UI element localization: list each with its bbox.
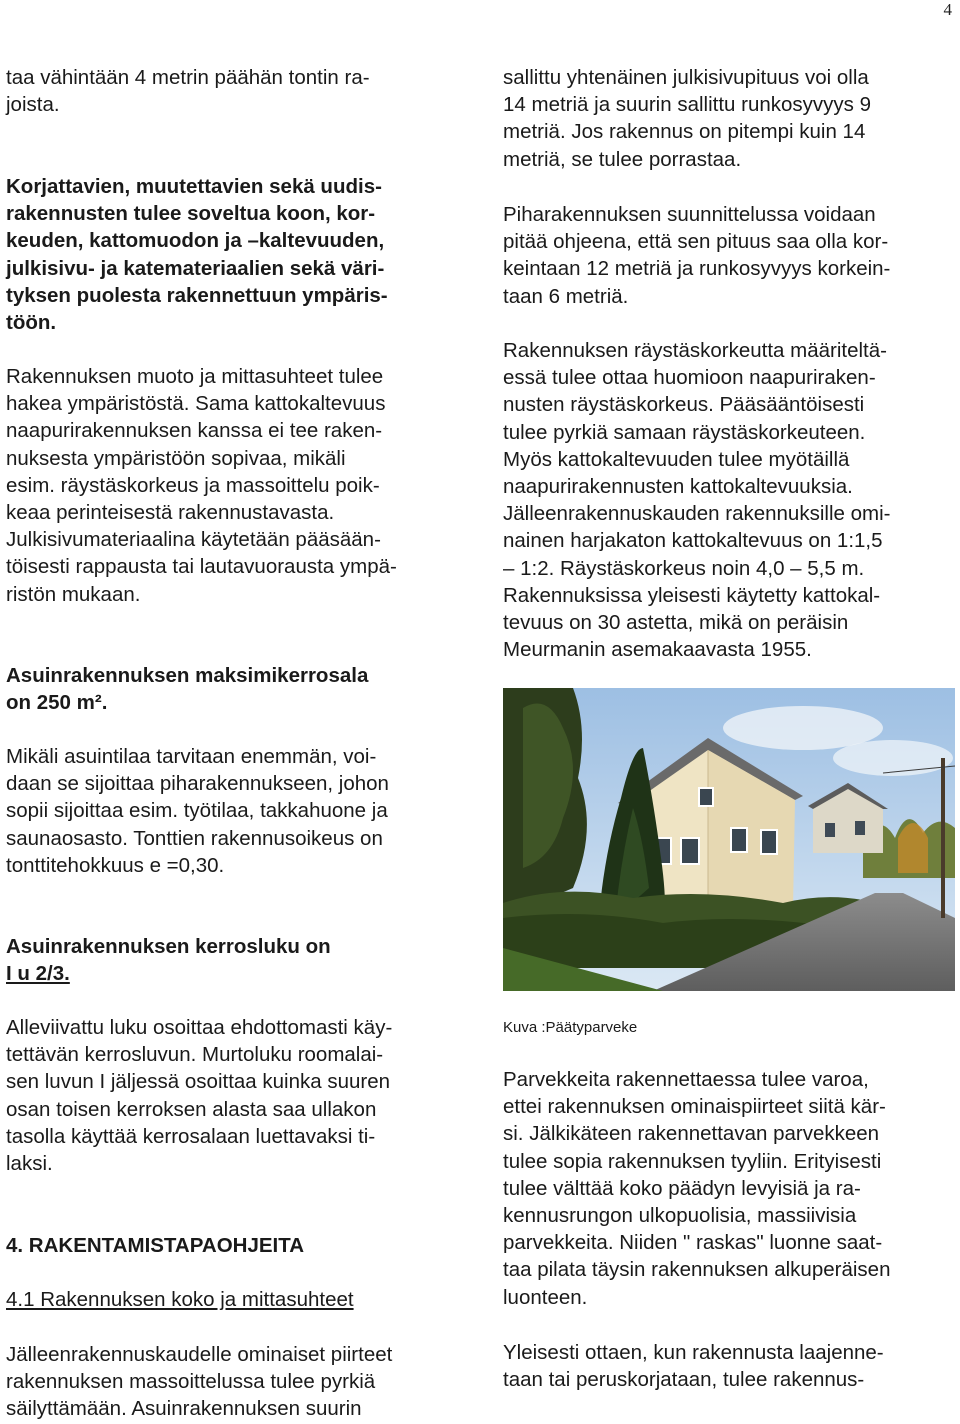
text-line: keintaan 12 metriä ja runkosyvyys korkein- bbox=[503, 257, 891, 281]
text-line: metriä, se tulee porrastaa. bbox=[503, 147, 742, 171]
text-line: ettei rakennuksen ominaispiirteet siitä kär- bbox=[503, 1095, 886, 1119]
text-line: taa vähintään 4 metrin päähän tontin ra- bbox=[6, 66, 370, 89]
text-line: I u 2/3. bbox=[6, 962, 70, 986]
paragraph-max-floor-area bbox=[6, 662, 468, 716]
street-houses-photo bbox=[503, 688, 955, 991]
text-line: osan toisen kerroksen alasta saa ullakon bbox=[6, 1097, 377, 1121]
text-line: daan se sijoittaa piharakennukseen, johon bbox=[6, 772, 389, 796]
text-line: Yleisesti ottaen, kun rakennusta laajenne- bbox=[503, 1341, 884, 1364]
text-line: Piharakennuksen suunnittelussa voidaan bbox=[503, 203, 876, 226]
paragraph-underlined-number bbox=[6, 1014, 468, 1177]
page-number: 4 bbox=[943, 0, 952, 19]
text-line: metriä. Jos rakennus on pitempi kuin 14 bbox=[503, 120, 866, 144]
text-line: tettävän kerrosluvun. Murtoluku roomalai- bbox=[6, 1043, 384, 1067]
text-line: hakea ympäristöstä. Sama kattokaltevuus bbox=[6, 392, 386, 416]
text-line: töisesti rappausta tai lautavuorausta ympä- bbox=[6, 555, 397, 579]
text-line: Rakennuksen muoto ja mittasuhteet tulee bbox=[6, 365, 384, 388]
text-line: sallittu yhtenäinen julkisivupituus voi olla bbox=[503, 66, 869, 89]
paragraph-balconies bbox=[503, 1066, 955, 1311]
text-line: Rakennuksissa yleisesti käytetty kattokal- bbox=[503, 583, 881, 607]
text-line: nuksesta ympäristöön sopivaa, mikäli bbox=[6, 446, 346, 470]
text-line: luonteen. bbox=[503, 1285, 588, 1309]
paragraph-extra-space bbox=[6, 743, 468, 879]
section-heading bbox=[6, 1232, 468, 1259]
text-line: si. Jälkikäteen rakennettavan parvekkeen bbox=[503, 1122, 880, 1146]
text-line: ristön mukaan. bbox=[6, 582, 141, 606]
text-line: sopii sijoittaa esim. työtilaa, takkahuone ja bbox=[6, 799, 388, 823]
text-line: Jälleenrakennuskaudelle ominaiset piirteet bbox=[6, 1343, 393, 1366]
photo-caption bbox=[503, 1019, 955, 1037]
text-line: keaa perinteisestä rakennustavasta. bbox=[6, 501, 335, 525]
text-line: naapurirakennuksen kanssa ei tee raken- bbox=[6, 419, 383, 443]
text-line: Jälleenrakennuskauden rakennuksille omi- bbox=[503, 502, 891, 526]
text-line: essä tulee ottaa huomioon naapuriraken- bbox=[503, 366, 876, 390]
text-line: tevuus on 30 astetta, mikä on peräisin bbox=[503, 611, 849, 635]
paragraph-suitability bbox=[6, 173, 468, 336]
text-line: tonttitehokkuus e =0,30. bbox=[6, 853, 225, 877]
text-line: keuden, kattomuodon ja –kaltevuuden, bbox=[6, 229, 385, 253]
text-line: pitää ohjeena, että sen pituus saa olla kor- bbox=[503, 230, 889, 254]
text-line: Korjattavien, muutettavien sekä uudis- bbox=[6, 175, 382, 198]
text-line: kennusrungon ulkopuolisia, massiivisia bbox=[503, 1204, 857, 1228]
text-line: laksi. bbox=[6, 1152, 53, 1176]
text-line: Julkisivumateriaalina käytetään pääsään- bbox=[6, 528, 381, 552]
subsection-heading bbox=[6, 1286, 468, 1313]
text-line: Asuinrakennuksen maksimikerrosala bbox=[6, 664, 369, 687]
text-line: Myös kattokaltevuuden tulee myötäillä bbox=[503, 447, 850, 471]
paragraph-setback bbox=[6, 64, 468, 118]
text-line: esim. räystäskorkeus ja massoittelu poik- bbox=[6, 473, 380, 497]
text-line: Meurmanin asemakaavasta 1955. bbox=[503, 638, 812, 662]
text-line: Rakennuksen räystäskorkeutta määriteltä- bbox=[503, 339, 887, 362]
paragraph-eaves-height bbox=[503, 337, 955, 663]
text-line: tasolla käyttää kerrosalaan luettavaksi ti- bbox=[6, 1124, 376, 1148]
text-line: sen luvun I jäljessä osoittaa kuinka suuren bbox=[6, 1070, 391, 1094]
text-line: parvekkeita. Niiden " raskas" luonne saat- bbox=[503, 1231, 883, 1255]
caption-text: Kuva :Päätyparveke bbox=[503, 1019, 638, 1036]
text-line: tulee sopia rakennuksen tyyliin. Erityisesti bbox=[503, 1149, 882, 1173]
heading-text: 4. RAKENTAMISTAPAOHJEITA bbox=[6, 1234, 305, 1257]
paragraph-outbuilding bbox=[503, 201, 955, 310]
text-line: taan tai peruskorjataan, tulee rakennus- bbox=[503, 1368, 865, 1392]
text-line: on 250 m². bbox=[6, 691, 108, 715]
text-line: tyksen puolesta rakennettuun ympäris- bbox=[6, 283, 388, 307]
text-line: Asuinrakennuksen kerrosluku on bbox=[6, 935, 331, 958]
paragraph-renovation bbox=[503, 1339, 955, 1393]
text-line: 14 metriä ja suurin sallittu runkosyvyys 9 bbox=[503, 93, 872, 117]
text-line: julkisivu- ja katemateriaalien sekä väri- bbox=[6, 256, 385, 280]
paragraph-floor-count bbox=[6, 933, 468, 987]
text-line: taan 6 metriä. bbox=[503, 284, 629, 308]
text-line: saunaosasto. Tonttien rakennusoikeus on bbox=[6, 826, 383, 850]
text-line: tulee välttää koko päädyn levyisiä ja ra- bbox=[503, 1176, 861, 1200]
text-line: joista. bbox=[6, 93, 60, 117]
paragraph-form bbox=[6, 363, 468, 608]
text-line: töön. bbox=[6, 311, 57, 335]
text-line: – 1:2. Räystäskorkeus noin 4,0 – 5,5 m. bbox=[503, 556, 865, 580]
text-line: nainen harjakaton kattokaltevuus on 1:1,5 bbox=[503, 529, 883, 553]
text-line: Parvekkeita rakennettaessa tulee varoa, bbox=[503, 1068, 869, 1091]
paragraph-massing bbox=[6, 1341, 468, 1423]
text-line: tulee pyrkiä samaan räystäskorkeuteen. bbox=[503, 420, 866, 444]
text-line: naapurirakennusten kattokaltevuuksia. bbox=[503, 475, 853, 499]
text-line: Mikäli asuintilaa tarvitaan enemmän, voi- bbox=[6, 745, 377, 768]
subheading-text: 4.1 Rakennuksen koko ja mittasuhteet bbox=[6, 1288, 354, 1311]
text-line: rakennuksen massoittelussa tulee pyrkiä bbox=[6, 1370, 376, 1394]
paragraph-facade-length bbox=[503, 64, 955, 173]
text-line: nusten räystäskorkeus. Pääsääntöisesti bbox=[503, 393, 865, 417]
text-line: säilyttämään. Asuinrakennuksen suurin bbox=[6, 1397, 362, 1421]
text-line: rakennusten tulee soveltua koon, kor- bbox=[6, 202, 376, 226]
text-line: Alleviivattu luku osoittaa ehdottomasti käy- bbox=[6, 1016, 393, 1039]
text-line: taa pilata täysin rakennuksen alkuperäisen bbox=[503, 1258, 891, 1282]
